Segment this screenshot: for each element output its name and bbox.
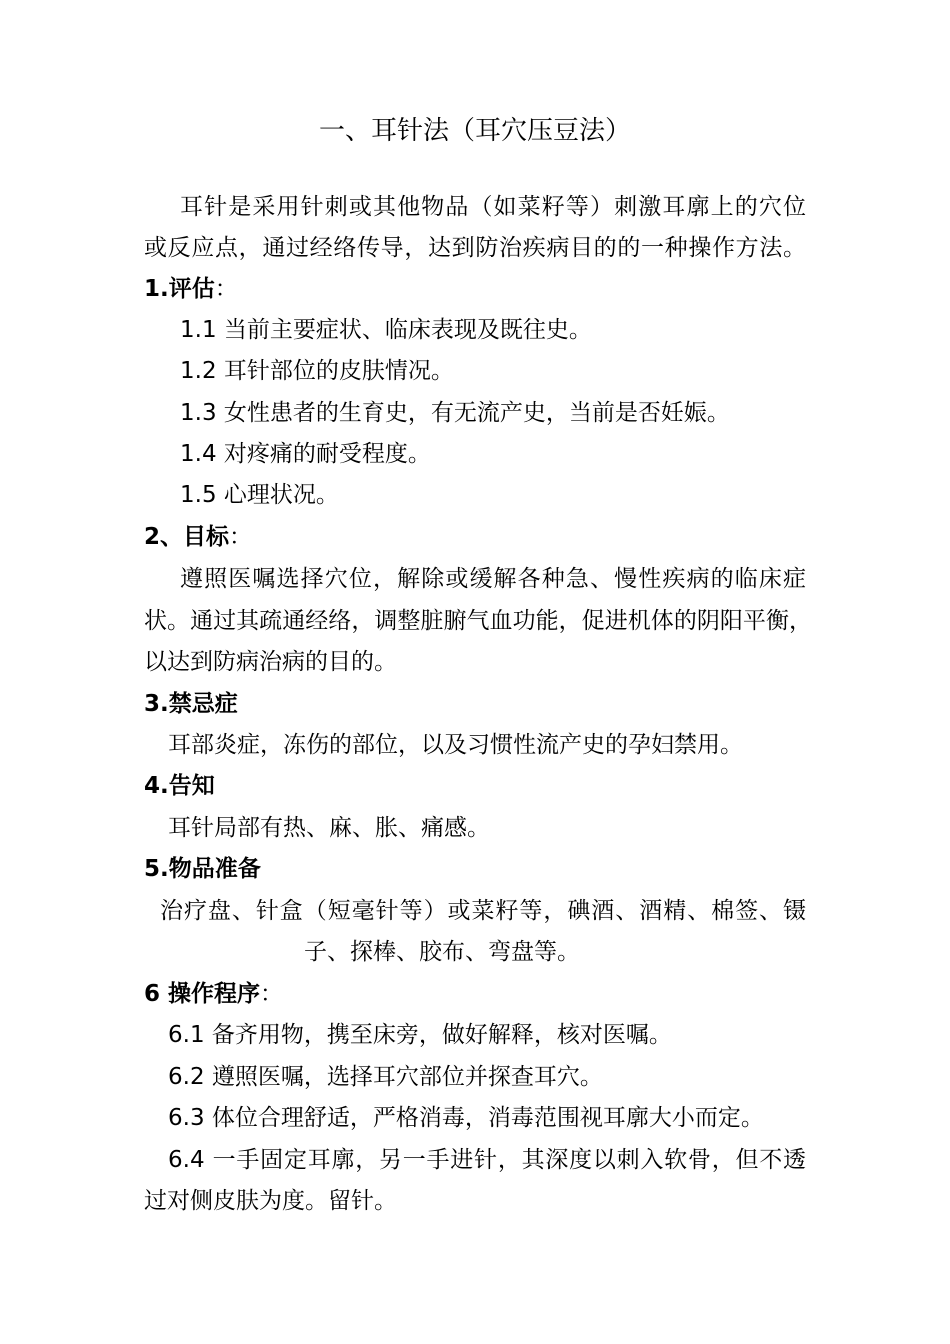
page-title: 一、耳针法（耳穴压豆法）: [318, 116, 631, 146]
section-1-item-5: 1.5 心理状况。: [180, 482, 339, 508]
section-1-colon: ：: [214, 276, 238, 302]
section-6-item-4-line-2: 过对侧皮肤为度。留针。: [144, 1188, 397, 1214]
section-6-item-4-line-1: 6.4 一手固定耳廓，另一手进针，其深度以刺入软骨，但不透: [168, 1147, 806, 1173]
section-4-text: 耳针局部有热、麻、胀、痛感。: [168, 815, 490, 841]
section-1-heading: [144, 274, 238, 304]
section-1-item-3: 1.3 女性患者的生育史，有无流产史，当前是否妊娠。: [180, 400, 730, 426]
section-4-heading: 4.告知: [144, 773, 215, 799]
intro-line-1: 耳针是采用针刺或其他物品（如菜籽等）刺激耳廓上的穴位: [180, 194, 806, 220]
section-3-heading: 3.禁忌症: [144, 691, 238, 717]
section-2-heading: [144, 522, 252, 552]
section-2-line-3: 以达到防病治病的目的。: [144, 649, 397, 675]
section-6-item-1: 6.1 备齐用物，携至床旁，做好解释，核对医嘱。: [168, 1022, 672, 1048]
section-6-heading-text: 6 操作程序: [144, 981, 261, 1007]
section-1-heading-text: 1.评估: [144, 276, 215, 302]
section-5-line-1: 治疗盘、针盒（短毫针等）或菜籽等，碘酒、酒精、棉签、镊: [160, 898, 806, 924]
section-1-item-4: 1.4 对疼痛的耐受程度。: [180, 441, 431, 467]
intro-line-2: 或反应点，通过经络传导，达到防治疾病目的的一种操作方法。: [144, 235, 806, 261]
section-2-line-2: 状。通过其疏通经络，调整脏腑气血功能，促进机体的阴阳平衡，: [144, 608, 812, 634]
section-2-heading-text: 2、目标: [144, 524, 230, 550]
section-6-colon: ：: [260, 981, 284, 1007]
section-1-item-1: 1.1 当前主要症状、临床表现及既往史。: [180, 317, 592, 343]
section-3-text: 耳部炎症，冻伤的部位，以及习惯性流产史的孕妇禁用。: [168, 732, 743, 758]
section-1-item-2: 1.2 耳针部位的皮肤情况。: [180, 358, 454, 384]
section-6-heading: [144, 979, 283, 1009]
section-5-line-2: 子、探棒、胶布、弯盘等。: [304, 939, 580, 965]
section-5-heading: 5.物品准备: [144, 856, 261, 882]
section-2-line-1: 遵照医嘱选择穴位，解除或缓解各种急、慢性疾病的临床症: [180, 566, 806, 592]
section-6-item-3: 6.3 体位合理舒适，严格消毒，消毒范围视耳廓大小而定。: [168, 1105, 764, 1131]
section-6-item-2: 6.2 遵照医嘱，选择耳穴部位并探查耳穴。: [168, 1064, 603, 1090]
section-2-colon: ：: [229, 524, 253, 550]
